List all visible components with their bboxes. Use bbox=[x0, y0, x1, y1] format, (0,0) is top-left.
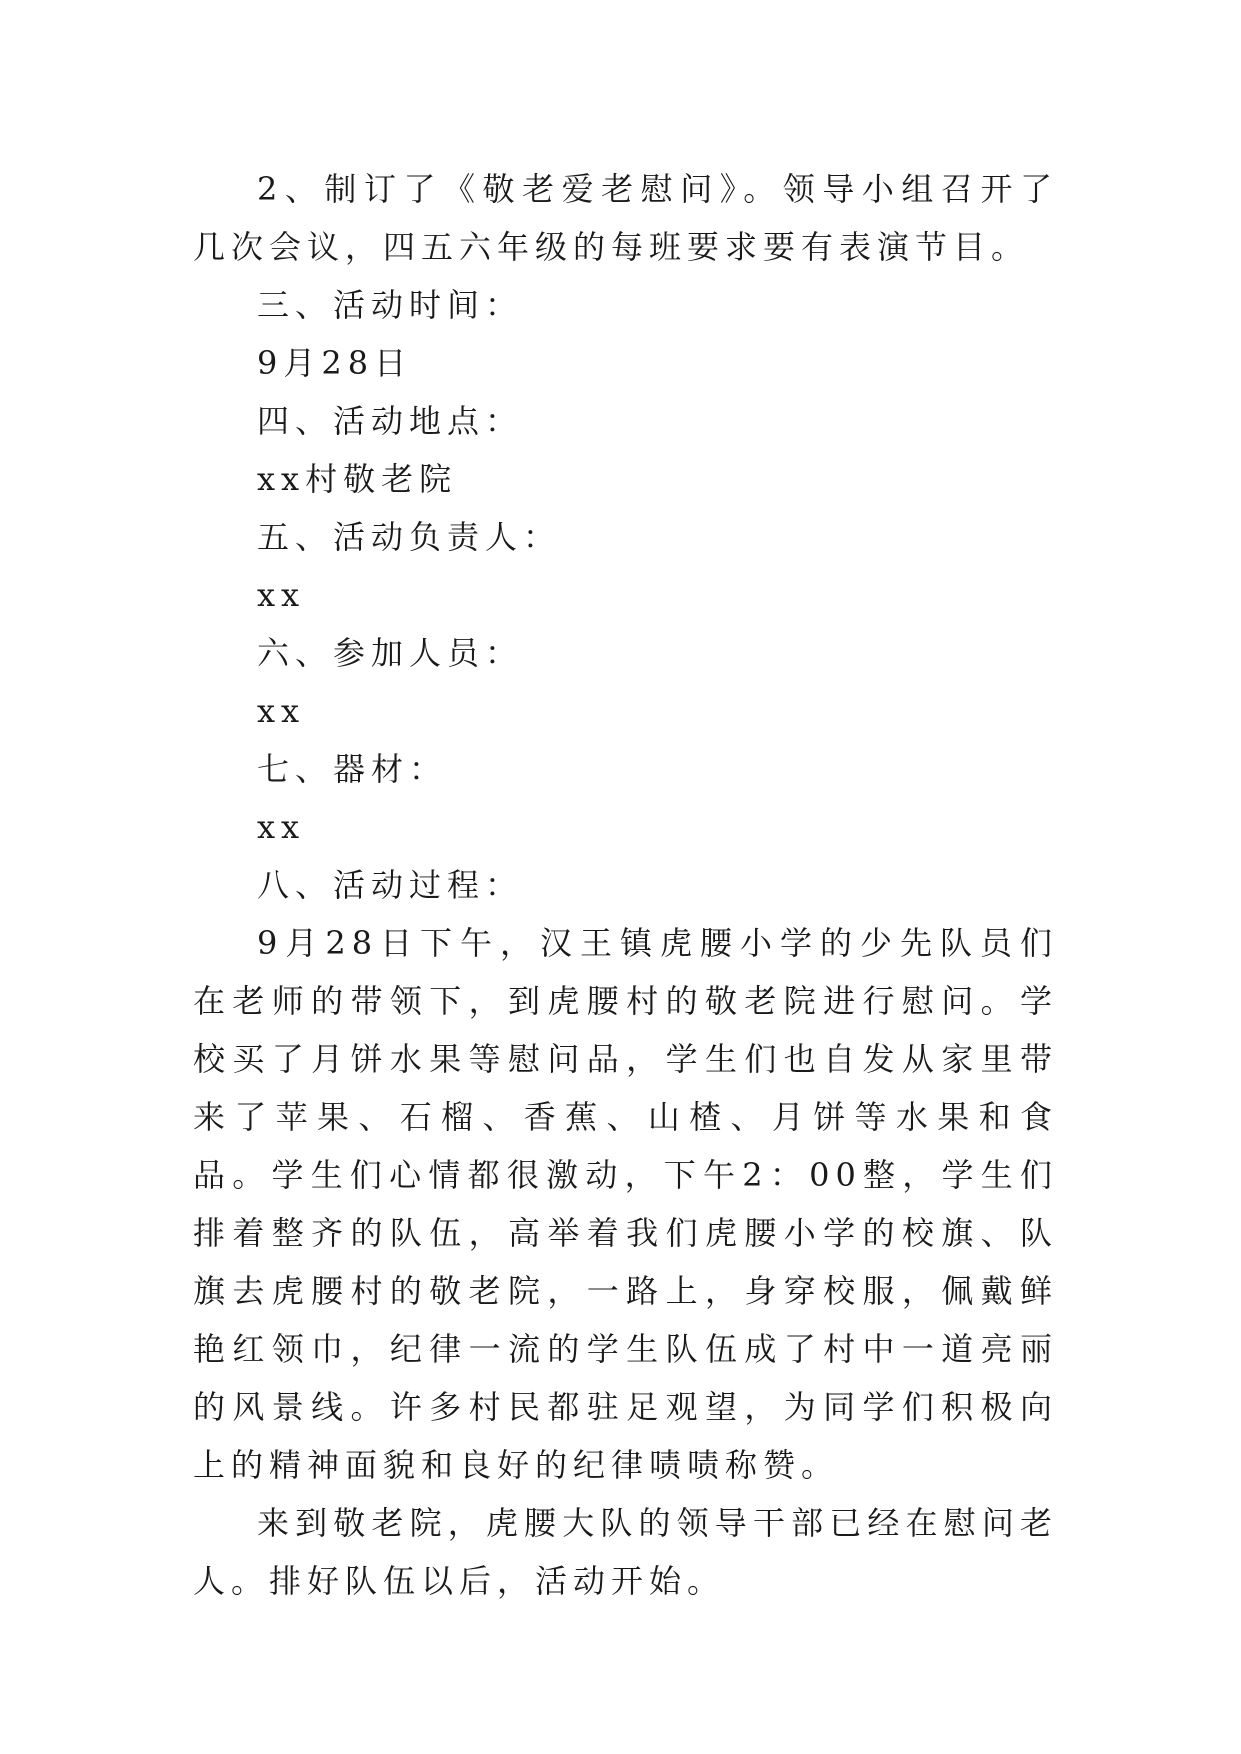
heading-participants: 六、参加人员： bbox=[257, 634, 524, 672]
participants-value: xx bbox=[257, 692, 306, 730]
paragraph-plan-meeting: 2、制订了《敬老爱老慰问》。领导小组召开了几次会议，四五六年级的每班要求要有表演节目。 bbox=[193, 170, 1058, 266]
paragraph-process-description: 9月28日下午，汉王镇虎腰小学的少先队员们在老师的带领下，到虎腰村的敬老院进行慰问。学校买了月饼水果等慰问品，学生们也自发从家里带来了苹果、石榴、香蕉、山楂、月饼等水果和食品。学生们心情都很激动，下午2：00整，学生们排着整齐的队伍，高举着我们虎腰小学的校旗、队旗去虎腰村的敬老院，一路上，身穿校服，佩戴鲜艳红领巾，纪律一流的学生队伍成了村中一道亮丽的风景线。许多村民都驻足观望，为同学们积极向上的精神面貌和良好的纪律啧啧称赞。 bbox=[193, 924, 1058, 1484]
heading-activity-time: 三、活动时间： bbox=[257, 286, 524, 324]
activity-leader-value: xx bbox=[257, 576, 306, 614]
document-body bbox=[193, 160, 1058, 1610]
activity-time-value: 9月28日 bbox=[257, 344, 413, 382]
heading-activity-process: 八、活动过程： bbox=[257, 866, 524, 904]
heading-activity-location: 四、活动地点： bbox=[257, 402, 524, 440]
paragraph-arrival: 来到敬老院，虎腰大队的领导干部已经在慰问老人。排好队伍以后，活动开始。 bbox=[193, 1504, 1058, 1600]
activity-location-value: xx村敬老院 bbox=[257, 460, 458, 498]
equipment-value: xx bbox=[257, 808, 306, 846]
heading-activity-leader: 五、活动负责人： bbox=[257, 518, 562, 556]
heading-equipment: 七、器材： bbox=[257, 750, 448, 788]
